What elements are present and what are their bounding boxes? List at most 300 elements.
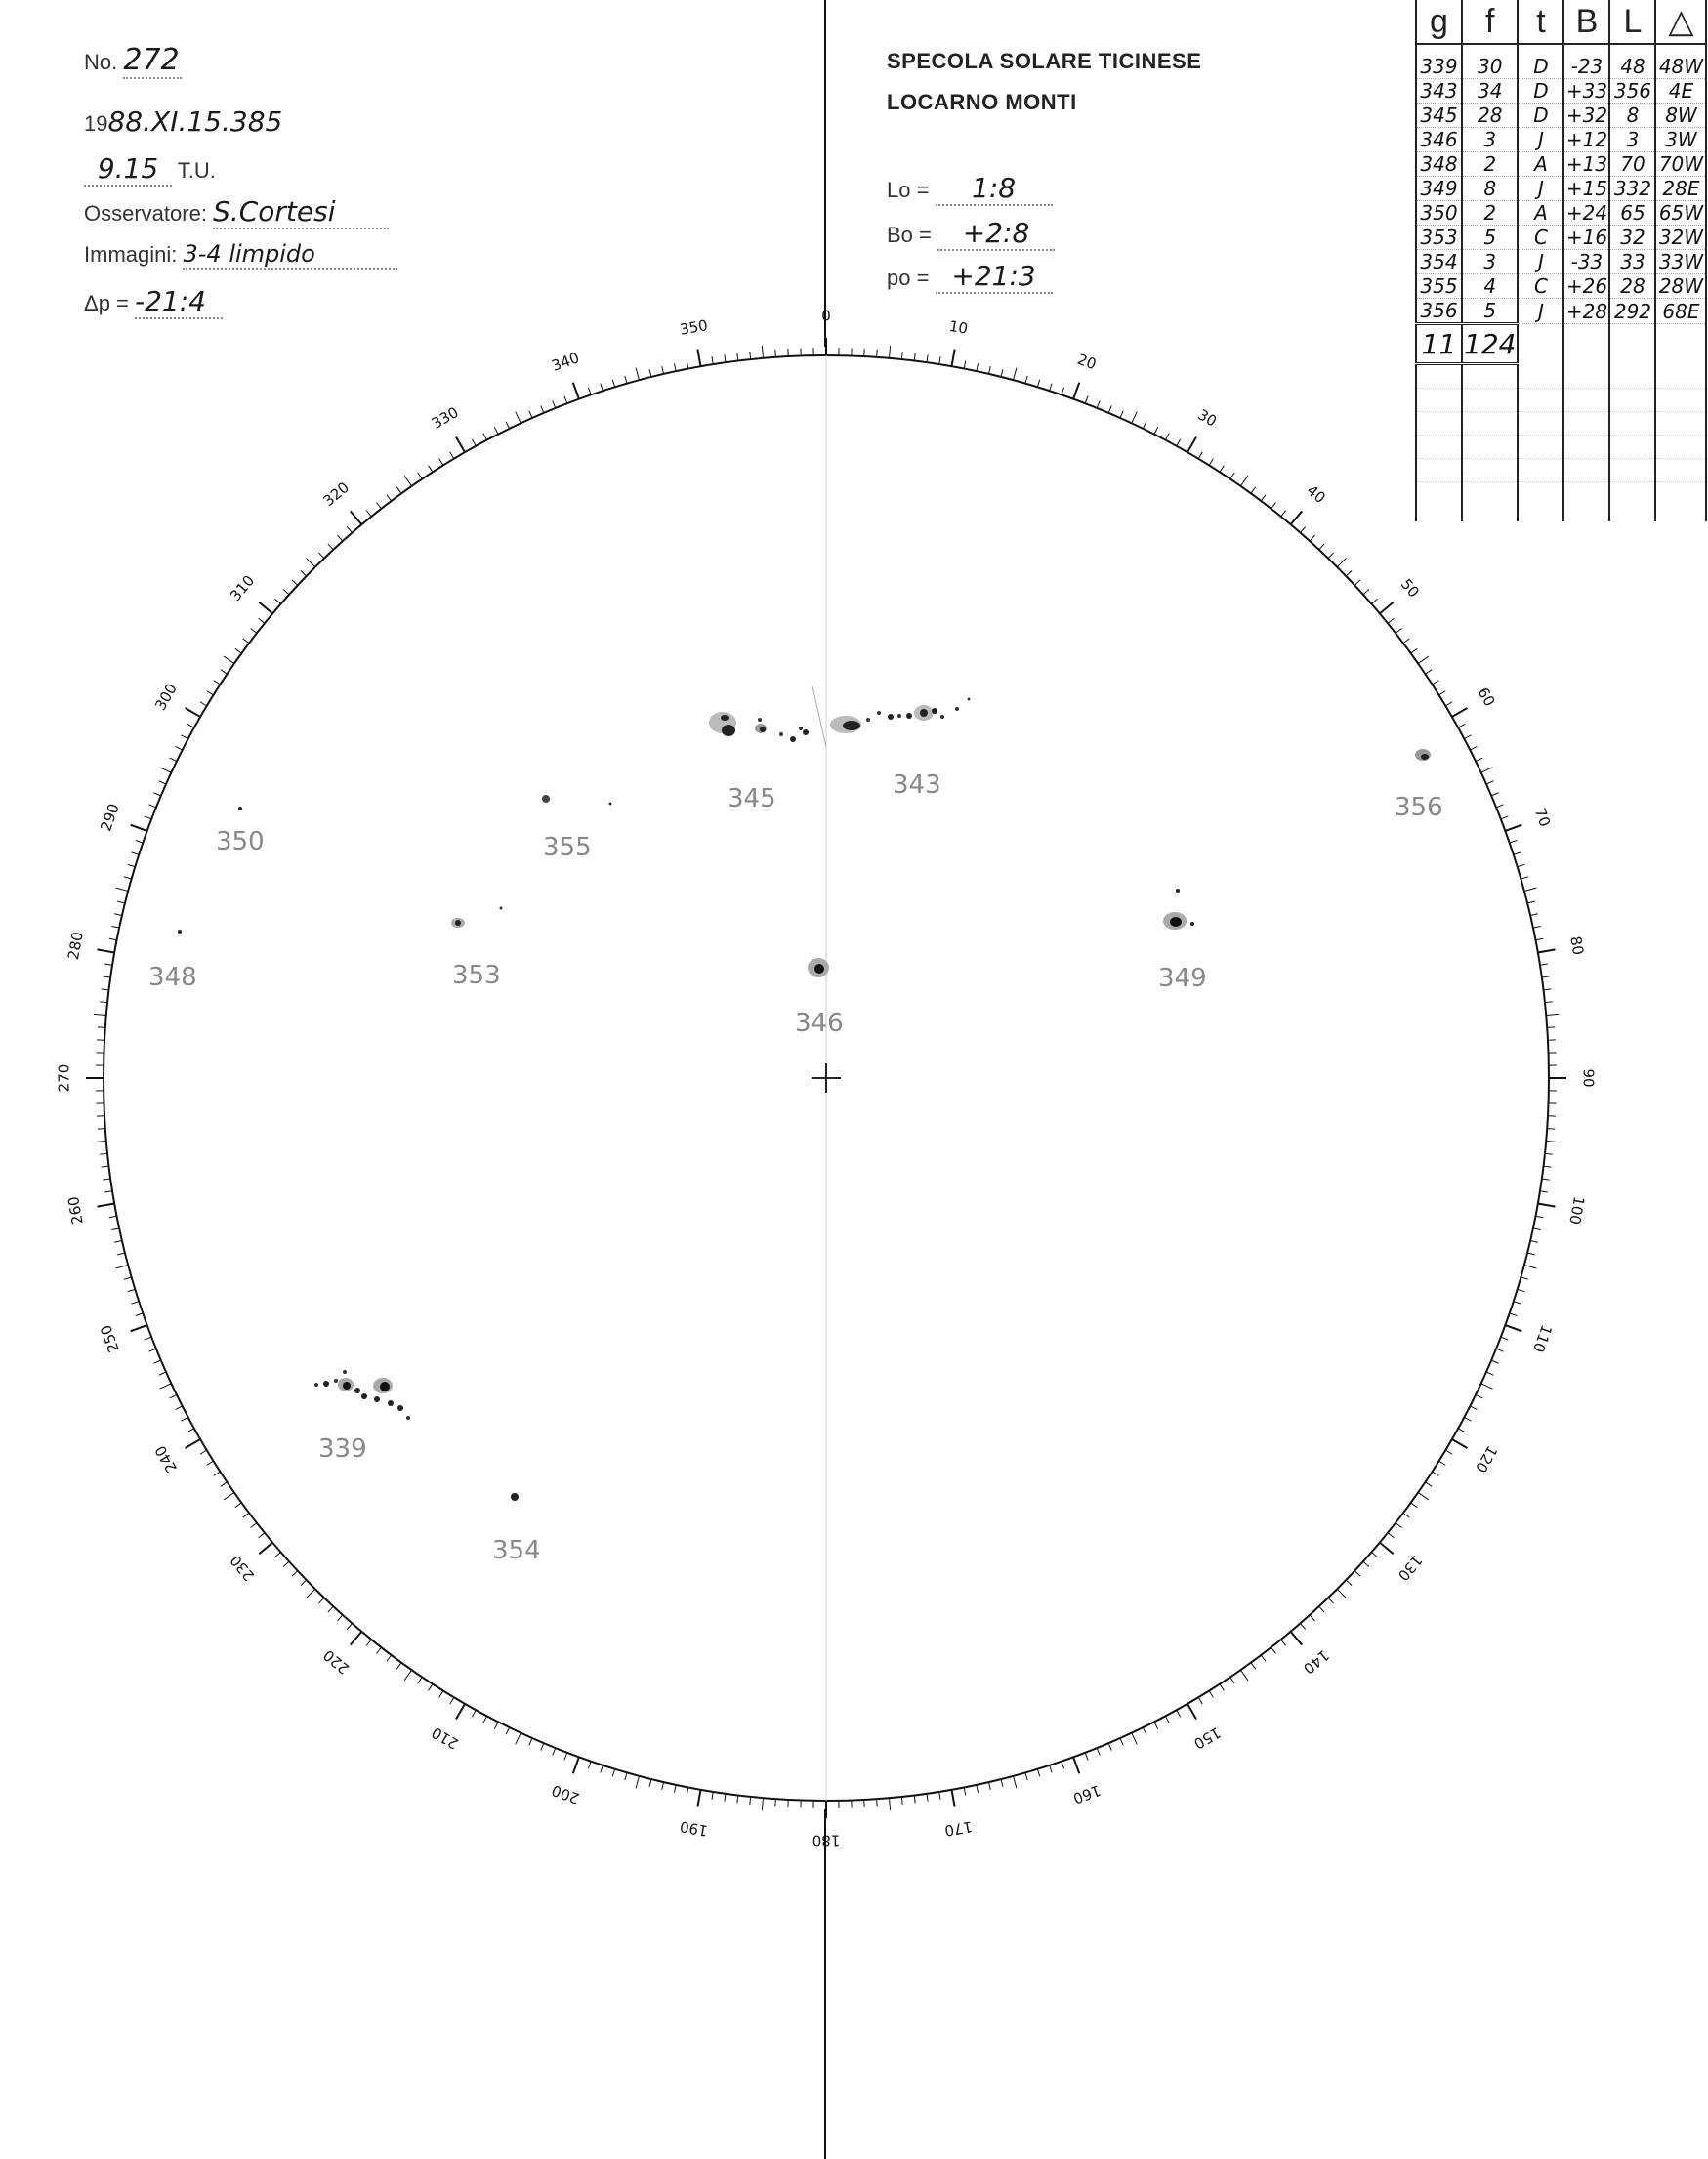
degree-label-240: 240 bbox=[151, 1442, 182, 1476]
total-empty-cell bbox=[1563, 324, 1609, 364]
degree-tick bbox=[1085, 1753, 1088, 1760]
table-cell: D bbox=[1518, 79, 1563, 104]
spot-group-343 bbox=[830, 698, 971, 734]
blank-cell bbox=[1518, 459, 1563, 482]
degree-tick bbox=[221, 1482, 228, 1486]
blank-cell bbox=[1609, 459, 1655, 482]
degree-tick bbox=[1062, 1762, 1064, 1769]
degree-tick bbox=[301, 570, 307, 576]
degree-tick bbox=[601, 1765, 603, 1773]
degree-tick bbox=[259, 618, 265, 623]
degree-tick bbox=[712, 356, 713, 364]
degree-tick bbox=[187, 724, 194, 727]
degree-tick bbox=[224, 656, 234, 663]
images-label: Immagini: bbox=[84, 242, 178, 267]
degree-tick bbox=[1251, 487, 1256, 493]
degree-tick bbox=[159, 1372, 166, 1375]
table-cell: +24 bbox=[1563, 201, 1609, 226]
degree-label-230: 230 bbox=[227, 1551, 259, 1585]
degree-tick bbox=[1310, 1615, 1314, 1621]
table-cell: 346 bbox=[1416, 128, 1462, 152]
degree-tick bbox=[483, 434, 487, 440]
degree-tick bbox=[200, 702, 207, 706]
degree-tick bbox=[1198, 452, 1202, 459]
degree-label-30: 30 bbox=[1194, 405, 1221, 431]
degree-tick bbox=[1545, 1002, 1553, 1003]
table-cell: 3W bbox=[1655, 128, 1706, 152]
degree-tick bbox=[148, 1349, 155, 1351]
blank-cell bbox=[1563, 459, 1609, 482]
table-cell: 8W bbox=[1655, 104, 1706, 128]
degree-tick bbox=[636, 1776, 639, 1789]
degree-tick bbox=[259, 602, 272, 614]
table-cell: 356 bbox=[1609, 79, 1655, 104]
degree-tick bbox=[775, 350, 776, 357]
degree-tick bbox=[1403, 1513, 1409, 1517]
degree-tick bbox=[939, 356, 940, 364]
degree-label-110: 110 bbox=[1529, 1322, 1556, 1355]
l0-value: 1:8 bbox=[936, 172, 1053, 206]
degree-tick bbox=[418, 1677, 422, 1683]
degree-tick bbox=[1251, 1663, 1256, 1669]
degree-tick bbox=[1540, 1191, 1548, 1192]
degree-tick bbox=[1510, 1313, 1518, 1316]
degree-tick bbox=[914, 1795, 915, 1803]
table-cell: 4 bbox=[1462, 274, 1518, 299]
degree-label-180: 180 bbox=[812, 1831, 841, 1849]
degree-tick bbox=[1380, 602, 1394, 614]
degree-tick bbox=[387, 1655, 392, 1661]
degree-tick bbox=[1547, 1129, 1555, 1130]
degree-tick bbox=[1177, 1710, 1181, 1717]
degree-tick bbox=[1363, 1561, 1369, 1566]
degree-tick bbox=[351, 511, 362, 524]
degree-tick bbox=[1452, 1439, 1468, 1448]
degree-tick bbox=[1505, 1325, 1521, 1331]
degree-tick bbox=[207, 1461, 214, 1465]
degree-tick bbox=[328, 544, 333, 550]
degree-tick bbox=[1014, 1776, 1017, 1789]
degree-label-300: 300 bbox=[151, 680, 182, 714]
degree-label-10: 10 bbox=[947, 316, 970, 338]
table-cell: 292 bbox=[1609, 299, 1655, 324]
col-g-header: g bbox=[1416, 0, 1462, 44]
degree-tick bbox=[186, 708, 201, 717]
time-value: 9.15 bbox=[84, 152, 172, 187]
table-cell: +16 bbox=[1563, 226, 1609, 250]
degree-tick bbox=[103, 976, 110, 977]
degree-tick bbox=[1154, 428, 1158, 435]
degree-tick bbox=[1538, 1203, 1556, 1206]
degree-tick bbox=[541, 405, 544, 412]
blank-cell bbox=[1462, 389, 1518, 412]
table-row bbox=[1416, 299, 1706, 324]
degree-tick bbox=[1458, 1429, 1465, 1432]
group-label-355: 355 bbox=[543, 833, 592, 862]
total-empty-cell bbox=[1655, 324, 1706, 364]
degree-tick bbox=[429, 466, 433, 473]
table-cell: 345 bbox=[1416, 104, 1462, 128]
degree-tick bbox=[1546, 1014, 1559, 1015]
degree-tick bbox=[98, 1027, 105, 1028]
table-cell: 350 bbox=[1416, 201, 1462, 226]
degree-tick bbox=[564, 396, 567, 403]
table-cell: 339 bbox=[1416, 55, 1462, 79]
table-row bbox=[1416, 177, 1706, 201]
degree-tick bbox=[1371, 1552, 1377, 1557]
table-cell: 48 bbox=[1609, 55, 1655, 79]
table-row bbox=[1416, 250, 1706, 274]
degree-tick bbox=[1108, 405, 1111, 412]
spot-group-345 bbox=[709, 686, 826, 747]
degree-tick bbox=[1291, 1632, 1303, 1645]
degree-tick bbox=[1143, 1727, 1146, 1734]
table-cell: 4E bbox=[1655, 79, 1706, 104]
degree-tick bbox=[1396, 1523, 1401, 1528]
table-cell: 3 bbox=[1462, 250, 1518, 274]
degree-tick bbox=[103, 1179, 110, 1180]
degree-tick bbox=[1535, 938, 1543, 940]
blank-cell bbox=[1655, 364, 1706, 389]
degree-tick bbox=[649, 1779, 651, 1787]
degree-tick bbox=[1209, 459, 1213, 466]
table-cell: 34 bbox=[1462, 79, 1518, 104]
degree-tick bbox=[1521, 1277, 1528, 1279]
degree-tick bbox=[553, 1748, 556, 1755]
degree-tick bbox=[494, 1722, 498, 1728]
table-row bbox=[1416, 152, 1706, 177]
degree-tick bbox=[376, 503, 381, 509]
degree-tick bbox=[98, 949, 115, 952]
blank-cell bbox=[1416, 389, 1462, 412]
spot-group-339 bbox=[314, 1370, 410, 1420]
degree-tick bbox=[1439, 691, 1446, 695]
degree-label-270: 270 bbox=[55, 1063, 73, 1093]
images-value: 3-4 limpido bbox=[183, 240, 397, 270]
degree-tick bbox=[1073, 383, 1079, 399]
spot-group-348 bbox=[178, 930, 182, 934]
table-cell: 3 bbox=[1462, 128, 1518, 152]
table-cell: 32 bbox=[1609, 226, 1655, 250]
degree-tick bbox=[1014, 368, 1017, 381]
degree-tick bbox=[1319, 1606, 1324, 1612]
table-cell: -23 bbox=[1563, 55, 1609, 79]
table-cell: 65W bbox=[1655, 201, 1706, 226]
degree-tick bbox=[1470, 746, 1477, 750]
degree-tick bbox=[1271, 1647, 1276, 1653]
number-label: No. bbox=[84, 50, 118, 74]
degree-tick bbox=[541, 1743, 544, 1750]
table-cell: 70W bbox=[1655, 152, 1706, 177]
table-row bbox=[1416, 55, 1706, 79]
blank-cell bbox=[1609, 389, 1655, 412]
degree-tick bbox=[662, 1782, 664, 1790]
degree-tick bbox=[1097, 1748, 1100, 1755]
table-cell: 33 bbox=[1609, 250, 1655, 274]
degree-tick bbox=[516, 412, 521, 424]
degree-tick bbox=[1538, 949, 1556, 952]
degree-tick bbox=[1545, 1153, 1553, 1154]
degree-tick bbox=[1476, 758, 1482, 762]
degree-tick bbox=[318, 553, 324, 559]
degree-tick bbox=[889, 1798, 890, 1810]
degree-tick bbox=[1240, 476, 1247, 486]
table-blank-row bbox=[1416, 389, 1706, 412]
degree-tick bbox=[1120, 1738, 1123, 1745]
table-spacer-row bbox=[1416, 44, 1706, 55]
degree-tick bbox=[200, 1450, 207, 1454]
degree-tick bbox=[1439, 1461, 1446, 1465]
degree-tick bbox=[109, 938, 117, 940]
degree-tick bbox=[1328, 553, 1334, 559]
degree-tick bbox=[1097, 400, 1100, 407]
degree-tick bbox=[625, 376, 627, 384]
group-label-349: 349 bbox=[1158, 964, 1207, 993]
degree-label-140: 140 bbox=[1299, 1645, 1333, 1678]
table-cell: 356 bbox=[1416, 299, 1462, 324]
degree-tick bbox=[1001, 1779, 1003, 1787]
degree-tick bbox=[114, 914, 122, 916]
degree-tick bbox=[1240, 1670, 1247, 1681]
delta-p-label: Δp = bbox=[84, 291, 129, 315]
degree-tick bbox=[1220, 1684, 1224, 1691]
total-spots: 124 bbox=[1462, 324, 1518, 364]
spot-group-353 bbox=[451, 907, 503, 929]
degree-label-130: 130 bbox=[1394, 1551, 1426, 1585]
degree-tick bbox=[214, 1472, 221, 1475]
table-cell: 28E bbox=[1655, 177, 1706, 201]
spot-group-346 bbox=[808, 958, 829, 977]
degree-tick bbox=[529, 411, 532, 418]
degree-tick bbox=[136, 1313, 144, 1316]
degree-tick bbox=[1300, 1623, 1305, 1629]
spot-group-354 bbox=[511, 1493, 519, 1501]
degree-tick bbox=[1337, 1589, 1346, 1598]
degree-tick bbox=[243, 639, 249, 644]
blank-cell bbox=[1655, 412, 1706, 436]
degree-tick bbox=[1300, 526, 1305, 532]
degree-tick bbox=[1505, 825, 1521, 831]
degree-tick bbox=[901, 352, 902, 359]
degree-tick bbox=[1363, 589, 1369, 594]
degree-tick bbox=[564, 1753, 567, 1760]
table-cell: 3 bbox=[1609, 128, 1655, 152]
degree-tick bbox=[762, 1798, 763, 1810]
table-cell: 28 bbox=[1462, 104, 1518, 128]
degree-tick bbox=[1281, 511, 1286, 517]
degree-tick bbox=[1337, 559, 1346, 567]
table-cell: -33 bbox=[1563, 250, 1609, 274]
group-label-343: 343 bbox=[893, 770, 941, 800]
degree-tick bbox=[1433, 1472, 1439, 1475]
table-cell: 343 bbox=[1416, 79, 1462, 104]
table-cell: 348 bbox=[1416, 152, 1462, 177]
table-row bbox=[1416, 201, 1706, 226]
degree-tick bbox=[1187, 1704, 1196, 1720]
delta-p-value: -21:4 bbox=[135, 285, 223, 319]
degree-tick bbox=[1452, 708, 1468, 717]
degree-tick bbox=[160, 768, 172, 772]
degree-tick bbox=[750, 352, 751, 359]
degree-tick bbox=[1396, 628, 1401, 633]
degree-label-320: 320 bbox=[319, 478, 354, 511]
degree-tick bbox=[450, 452, 454, 459]
degree-tick bbox=[649, 369, 651, 377]
degree-tick bbox=[251, 1523, 257, 1528]
blank-cell bbox=[1655, 436, 1706, 459]
degree-tick bbox=[404, 476, 411, 486]
degree-tick bbox=[283, 1561, 289, 1566]
degree-tick bbox=[1073, 1757, 1079, 1773]
group-label-345: 345 bbox=[728, 784, 776, 813]
degree-label-70: 70 bbox=[1530, 806, 1555, 830]
degree-tick bbox=[601, 384, 603, 392]
total-empty-cell bbox=[1518, 324, 1563, 364]
degree-tick bbox=[132, 1302, 140, 1304]
degree-tick bbox=[1001, 369, 1003, 377]
degree-tick bbox=[114, 1240, 122, 1242]
degree-tick bbox=[494, 428, 498, 435]
table-cell: 354 bbox=[1416, 250, 1462, 274]
degree-tick bbox=[1328, 1598, 1334, 1603]
degree-tick bbox=[221, 670, 228, 674]
degree-tick bbox=[914, 353, 915, 361]
degree-label-60: 60 bbox=[1474, 684, 1499, 710]
degree-tick bbox=[387, 495, 392, 501]
table-cell: C bbox=[1518, 274, 1563, 299]
degree-tick bbox=[1261, 1655, 1266, 1661]
degree-tick bbox=[259, 1543, 272, 1555]
degree-tick bbox=[104, 964, 112, 965]
degree-tick bbox=[376, 1647, 381, 1653]
table-cell: 70 bbox=[1609, 152, 1655, 177]
degree-tick bbox=[697, 1790, 700, 1807]
degree-tick bbox=[292, 580, 298, 585]
degree-tick bbox=[102, 1166, 109, 1167]
degree-tick bbox=[1291, 511, 1303, 524]
observer-label: Osservatore: bbox=[84, 201, 207, 226]
degree-tick bbox=[1546, 1141, 1559, 1142]
degree-tick bbox=[1177, 439, 1181, 446]
blank-cell bbox=[1462, 436, 1518, 459]
degree-label-340: 340 bbox=[549, 349, 582, 375]
spot-group-349 bbox=[1163, 889, 1194, 930]
degree-tick bbox=[128, 864, 136, 866]
degree-label-80: 80 bbox=[1566, 934, 1588, 957]
degree-label-160: 160 bbox=[1070, 1781, 1104, 1807]
degree-tick bbox=[1458, 724, 1465, 727]
degree-tick bbox=[176, 1406, 183, 1410]
degree-tick bbox=[964, 1787, 966, 1795]
p0-value: +21:3 bbox=[936, 260, 1053, 294]
degree-tick bbox=[396, 1663, 401, 1669]
degree-label-150: 150 bbox=[1190, 1723, 1225, 1753]
table-row bbox=[1416, 226, 1706, 250]
table-blank-row bbox=[1416, 436, 1706, 459]
degree-tick bbox=[516, 1733, 521, 1745]
degree-tick bbox=[1230, 1677, 1234, 1683]
degree-tick bbox=[1037, 380, 1039, 388]
degree-tick bbox=[102, 989, 109, 990]
degree-tick bbox=[1025, 1772, 1027, 1780]
degree-tick bbox=[131, 1325, 147, 1331]
blank-cell bbox=[1563, 389, 1609, 412]
blank-cell bbox=[1416, 459, 1462, 482]
table-cell: A bbox=[1518, 152, 1563, 177]
degree-label-90: 90 bbox=[1579, 1068, 1598, 1088]
degree-tick bbox=[1165, 434, 1169, 440]
l0-label: Lo = bbox=[887, 178, 930, 202]
degree-tick bbox=[429, 1684, 433, 1691]
table-cell: 349 bbox=[1416, 177, 1462, 201]
degree-label-310: 310 bbox=[227, 571, 259, 605]
table-cell: 32W bbox=[1655, 226, 1706, 250]
degree-tick bbox=[301, 1580, 307, 1586]
blank-cell bbox=[1416, 364, 1462, 389]
degree-tick bbox=[1108, 1743, 1111, 1750]
degree-tick bbox=[1132, 1733, 1137, 1745]
degree-tick bbox=[1464, 1417, 1471, 1421]
table-blank-row bbox=[1416, 459, 1706, 482]
degree-tick bbox=[337, 535, 342, 541]
institution-location: LOCARNO MONTI bbox=[887, 90, 1077, 114]
degree-tick bbox=[1481, 1384, 1493, 1389]
degree-tick bbox=[889, 346, 890, 358]
degree-tick bbox=[1411, 1503, 1417, 1508]
table-cell: +26 bbox=[1563, 274, 1609, 299]
group-label-348: 348 bbox=[148, 963, 197, 992]
degree-tick bbox=[1496, 805, 1503, 808]
degree-tick bbox=[98, 1203, 115, 1206]
table-cell: 30 bbox=[1462, 55, 1518, 79]
degree-tick bbox=[1445, 702, 1452, 706]
table-cell: +33 bbox=[1563, 79, 1609, 104]
degree-tick bbox=[1433, 681, 1439, 685]
degree-tick bbox=[1346, 570, 1352, 576]
table-cell: 8 bbox=[1462, 177, 1518, 201]
degree-tick bbox=[337, 1615, 342, 1621]
degree-tick bbox=[1542, 1179, 1550, 1180]
degree-label-350: 350 bbox=[678, 316, 710, 339]
blank-cell bbox=[1609, 436, 1655, 459]
blank-cell bbox=[1518, 364, 1563, 389]
table-cell: J bbox=[1518, 250, 1563, 274]
table-row bbox=[1416, 79, 1706, 104]
degree-tick bbox=[1319, 544, 1324, 550]
degree-tick bbox=[964, 361, 966, 369]
degree-tick bbox=[1120, 411, 1123, 418]
degree-tick bbox=[456, 1704, 465, 1720]
degree-tick bbox=[1050, 1765, 1052, 1773]
degree-tick bbox=[1514, 852, 1521, 854]
date-value: 88.XI.15.385 bbox=[107, 105, 283, 138]
degree-tick bbox=[136, 840, 144, 843]
degree-label-50: 50 bbox=[1396, 575, 1423, 602]
degree-tick bbox=[1491, 793, 1498, 796]
degree-tick bbox=[1464, 735, 1471, 739]
degree-tick bbox=[553, 400, 556, 407]
table-cell: 65 bbox=[1609, 201, 1655, 226]
table-cell: D bbox=[1518, 55, 1563, 79]
degree-tick bbox=[148, 805, 155, 808]
degree-tick bbox=[1346, 1580, 1352, 1586]
degree-label-100: 100 bbox=[1565, 1194, 1588, 1226]
degree-tick bbox=[1496, 1349, 1503, 1351]
table-row bbox=[1416, 128, 1706, 152]
center-cross bbox=[812, 1063, 841, 1093]
degree-tick bbox=[1037, 1769, 1039, 1777]
degree-tick bbox=[1209, 1691, 1213, 1698]
